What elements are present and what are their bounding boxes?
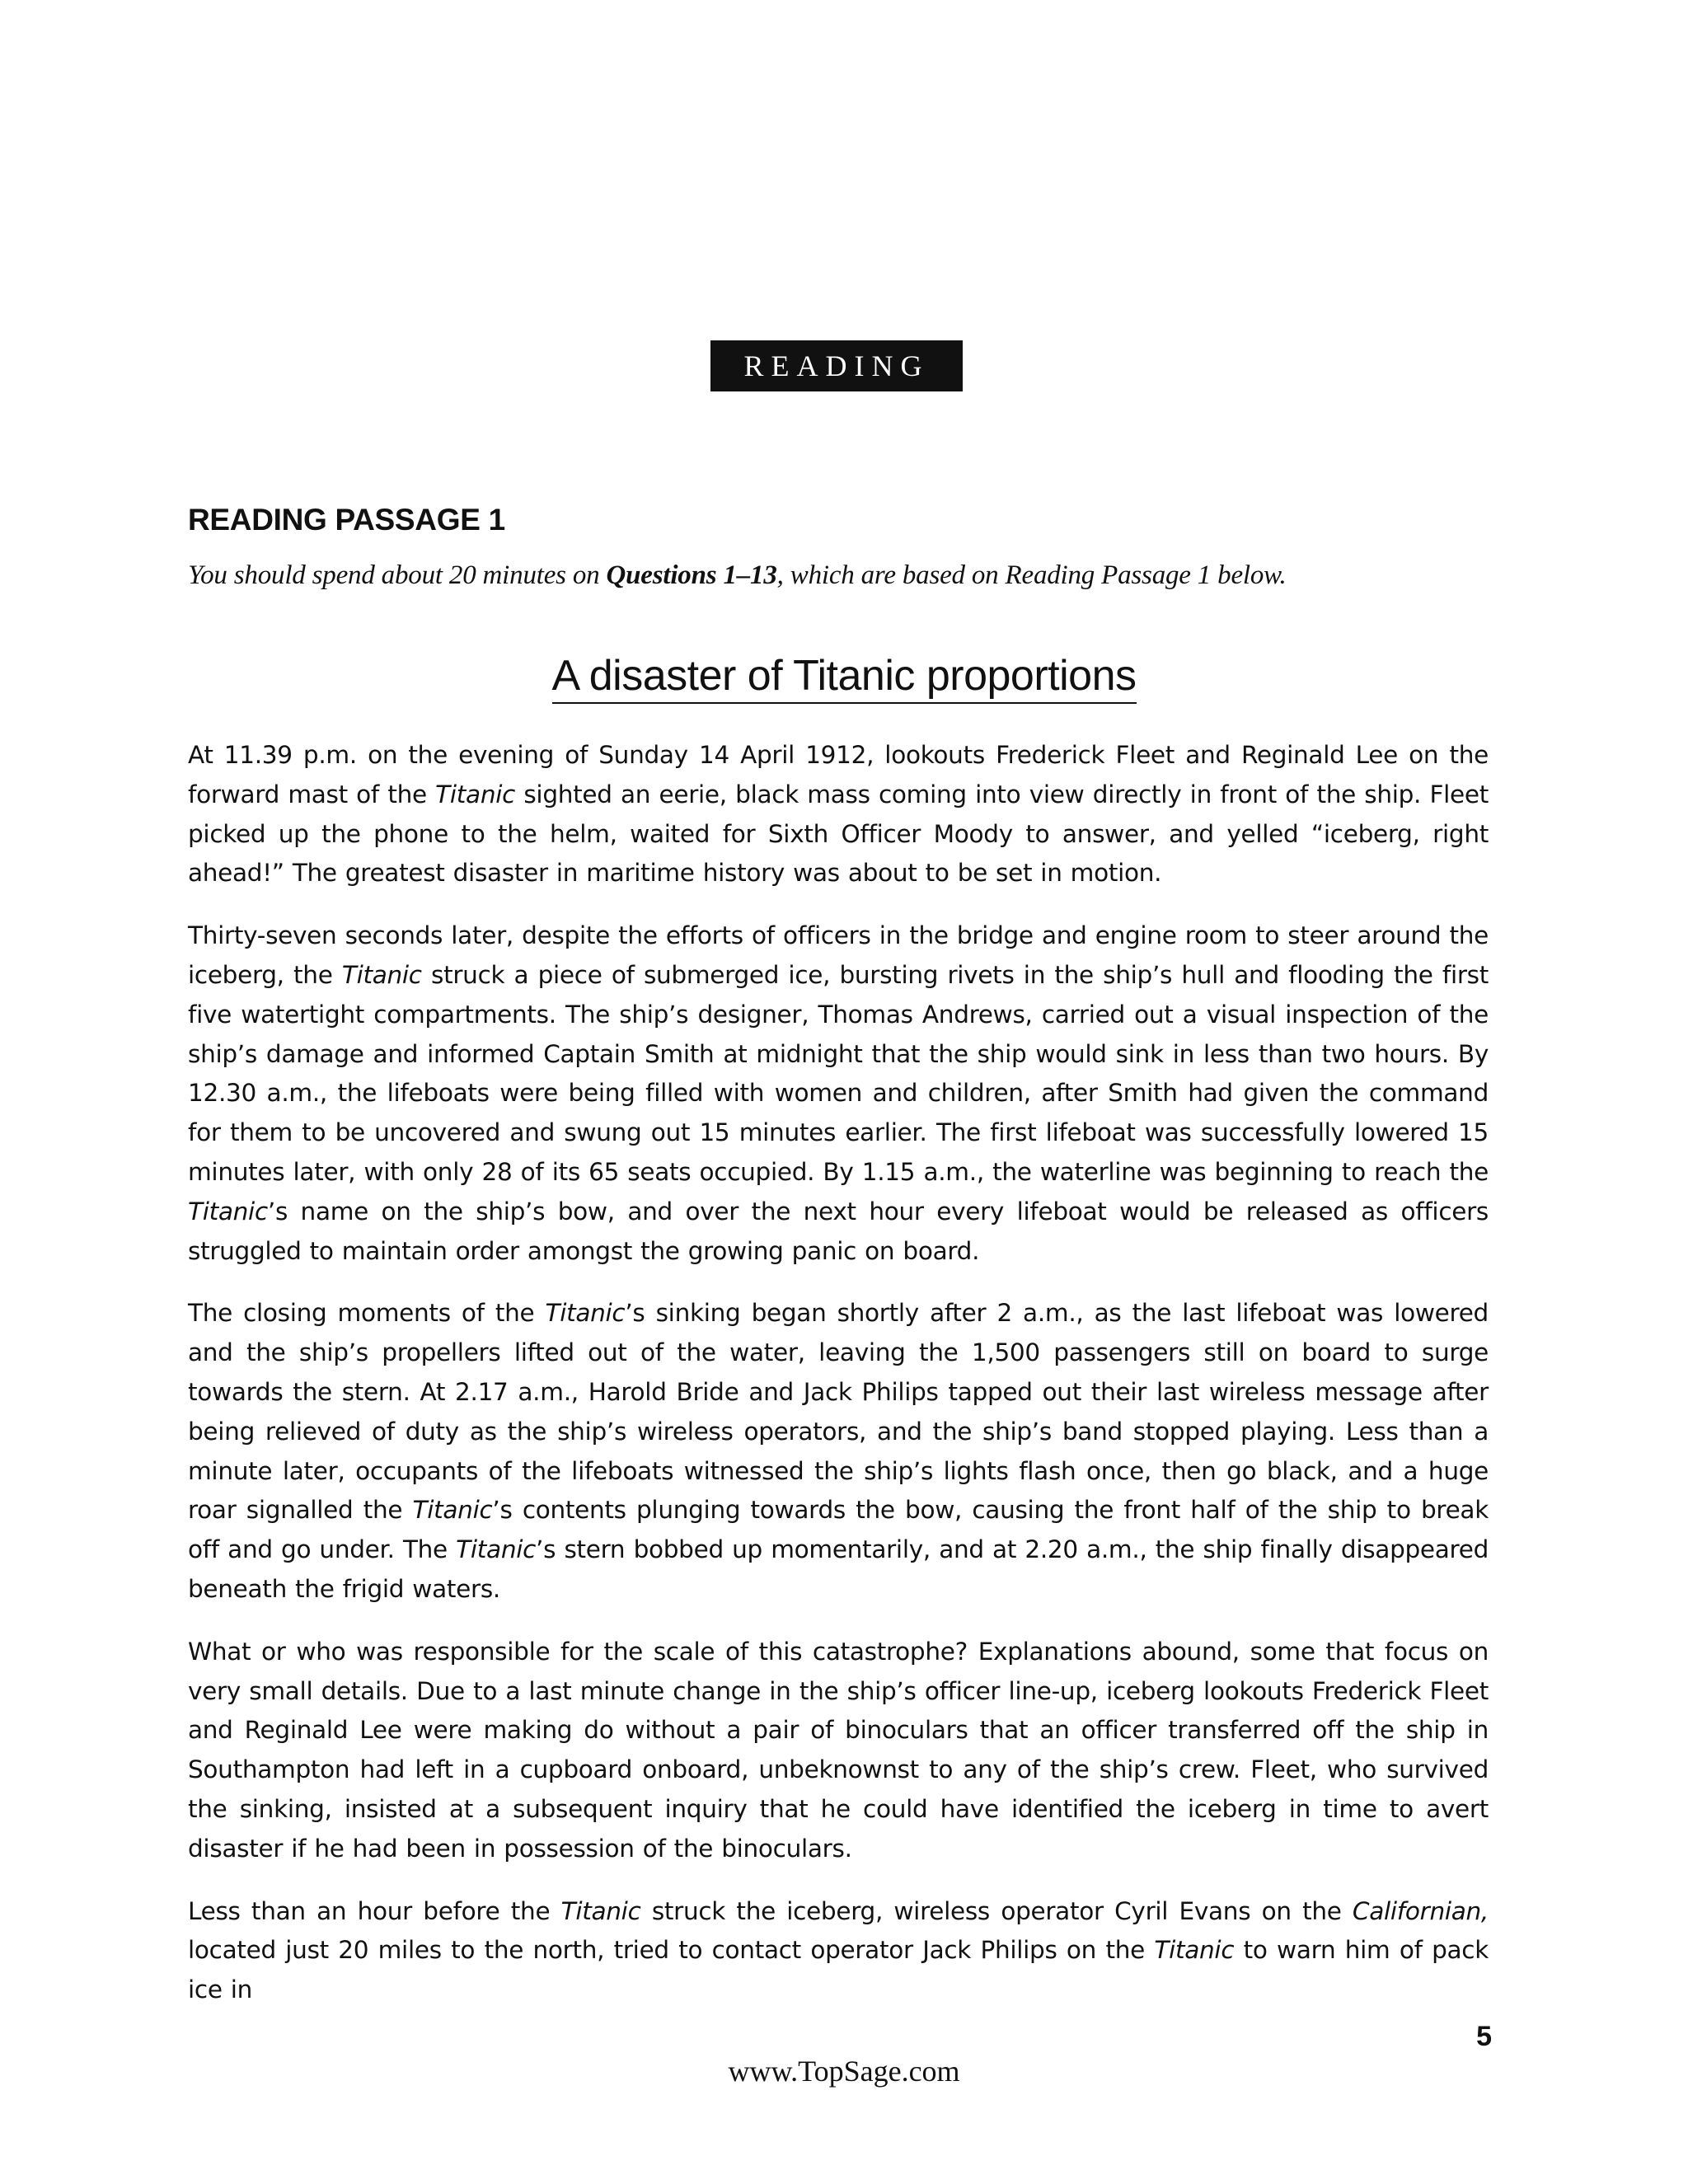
text-run: The closing moments of the xyxy=(188,1299,546,1328)
body-paragraph xyxy=(188,1294,1489,1609)
text-run: to warn him of pack ice in xyxy=(188,1936,1489,2004)
instruction-suffix: , which are based on Reading Passage 1 below. xyxy=(776,560,1287,590)
body-paragraph xyxy=(188,916,1489,1271)
italic-run: Titanic xyxy=(435,780,516,808)
text-run: At 11.39 p.m. on the evening of Sunday 14 April 1912, lookouts Frederick Fleet and Reginald Lee on the forward mast of the xyxy=(188,741,1489,808)
body-paragraph xyxy=(188,1892,1489,2010)
text-run: What or who was responsible for the scale of this catastrophe? Explanations abound, some that focus on very small details. Due to a last minute change in the ship’s officer line-up, iceberg lookouts Frederick Fleet and Reginald Lee were making do without a pair of binoculars that an officer transferred off the ship in Southampton had left in a cupboard onboard, unbeknownst to any of the ship’s crew. Fleet, who survived the sinking, insisted at a subsequent inquiry that he could have identified the iceberg in time to avert disaster if he had been in possession of the binoculars. xyxy=(188,1637,1489,1863)
body-paragraph xyxy=(188,1633,1489,1869)
passage-label: READING PASSAGE 1 xyxy=(188,503,505,537)
italic-run: Titanic xyxy=(341,960,422,989)
text-run: Less than an hour before the xyxy=(188,1896,561,1925)
text-run: located just 20 miles to the north, tried to contact operator Jack Philips on the xyxy=(188,1936,1155,1965)
text-run: Thirty-seven seconds later, despite the efforts of officers in the bridge and engine room to steer around the iceberg, the xyxy=(188,921,1489,989)
text-run: struck the iceberg, wireless operator Cyril Evans on the xyxy=(640,1896,1353,1925)
text-run: ’s contents plunging towards the bow, causing the front half of the ship to break off and go under. The xyxy=(188,1496,1489,1564)
italic-run: Californian, xyxy=(1352,1896,1489,1925)
instruction-prefix: You should spend about 20 minutes on xyxy=(188,560,607,590)
italic-run: Titanic xyxy=(456,1535,537,1564)
text-run: ’s sinking began shortly after 2 a.m., as the last lifeboat was lowered and the ship’s propellers lifted out of the water, leaving the 1,500 passengers still on board to surge towards the stern. At 2.17 a.m., Harold Bride and Jack Philips tapped out their last wireless message after being relieved of duty as the ship’s wireless operators, and the ship’s band stopped playing. Less than a minute later, occupants of the lifeboats witnessed the ship’s lights flash once, then go black, and a huge roar signalled the xyxy=(188,1299,1489,1525)
passage-title xyxy=(0,651,1688,704)
page-number: 5 xyxy=(1476,2021,1492,2052)
instruction-questions: Questions 1–13 xyxy=(606,560,777,590)
text-run: sighted an eerie, black mass coming into view directly in front of the ship. Fleet picked up the phone to the helm, waited for Sixth Officer Moody to answer, and yelled “iceberg, right ahead!” The greatest disaster in maritime history was about to be set in motion. xyxy=(188,780,1489,888)
body-paragraph xyxy=(188,736,1489,893)
section-banner xyxy=(710,340,963,391)
italic-run: Titanic xyxy=(560,1896,641,1925)
footer-url: www.TopSage.com xyxy=(728,2055,960,2088)
passage-title-text: A disaster of Titanic proportions xyxy=(552,651,1137,704)
italic-run: Titanic xyxy=(412,1496,493,1525)
text-run: ’s stern bobbed up momentarily, and at 2.20 a.m., the ship finally disappeared beneath the frigid waters. xyxy=(188,1535,1489,1603)
instruction-text xyxy=(188,560,1507,591)
passage-body xyxy=(188,736,1489,2033)
italic-run: Titanic xyxy=(1154,1936,1235,1965)
italic-run: Titanic xyxy=(545,1299,626,1328)
italic-run: Titanic xyxy=(188,1197,268,1226)
section-banner-label: READING xyxy=(743,349,930,382)
text-run: struck a piece of submerged ice, bursting rivets in the ship’s hull and flooding the first five watertight compartments. The ship’s designer, Thomas Andrews, carried out a visual inspection of the ship’s damage and informed Captain Smith at midnight that the ship would sink in less than two hours. By 12.30 a.m., the lifeboats were being filled with women and children, after Smith had given the command for them to be uncovered and swung out 15 minutes earlier. The first lifeboat was successfully lowered 15 minutes later, with only 28 of its 65 seats occupied. By 1.15 a.m., the waterline was beginning to reach the xyxy=(188,960,1489,1186)
text-run: ’s name on the ship’s bow, and over the next hour every lifeboat would be released as officers struggled to maintain order amongst the growing panic on board. xyxy=(188,1197,1489,1265)
